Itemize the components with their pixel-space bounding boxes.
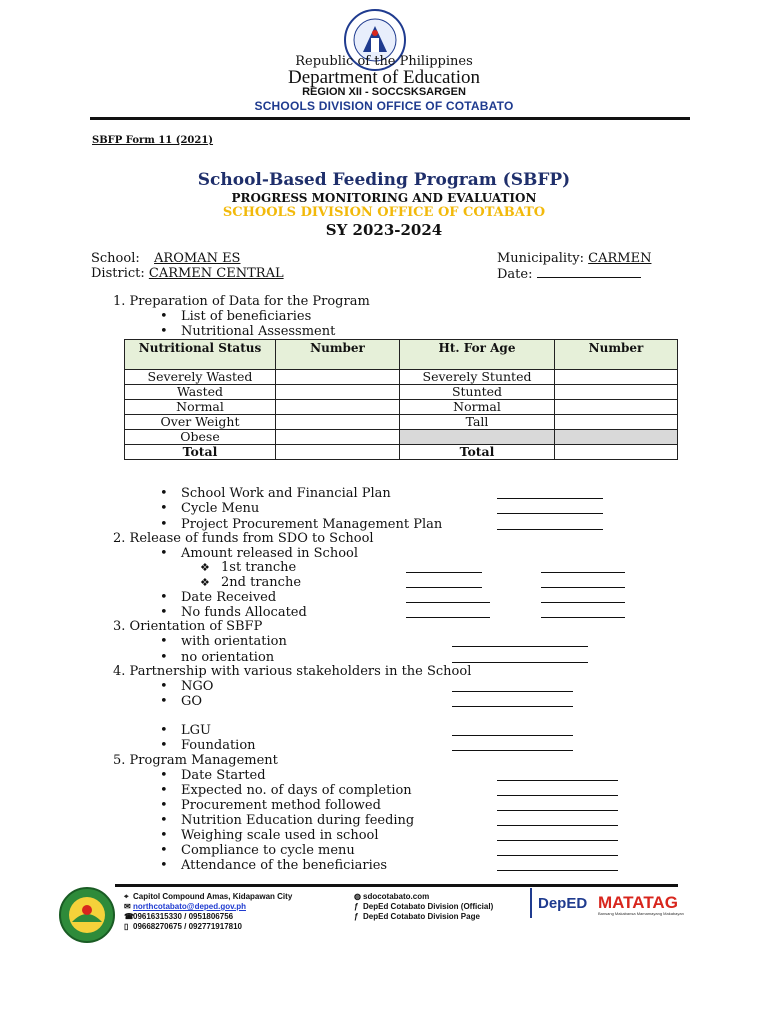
bullet-weighing-scale: • Weighing scale used in school: [181, 828, 379, 843]
go-blank[interactable]: [452, 695, 573, 707]
no-funds-blank-b[interactable]: [541, 606, 625, 618]
bullet-ngo: • NGO: [181, 679, 213, 694]
bullet-cycle-menu: • Cycle Menu: [181, 501, 259, 516]
bullet-attendance: • Attendance of the beneficiaries: [181, 858, 387, 873]
phone-icon: ☎: [124, 912, 134, 921]
table-header: Number: [555, 340, 678, 370]
footer-contacts: [124, 892, 292, 932]
table-cell: Stunted: [400, 385, 555, 400]
table-cell: Wasted: [125, 385, 276, 400]
no-orientation-blank[interactable]: [452, 651, 588, 663]
table-cell-disabled: [400, 430, 555, 445]
department-label: Department of Education: [287, 67, 481, 88]
deped-logo-text: DepED: [538, 895, 588, 912]
table-row: [125, 385, 678, 400]
cycle-menu-compliance-blank[interactable]: [497, 844, 618, 856]
bullet-date-started: • Date Started: [181, 768, 266, 783]
date-received-blank-a[interactable]: [406, 591, 490, 603]
bullet-lgu: • LGU: [181, 723, 211, 738]
district-value: CARMEN CENTRAL: [148, 266, 284, 281]
section2-heading: 2. Release of funds from SDO to School: [113, 531, 374, 546]
weighing-scale-blank[interactable]: [497, 829, 618, 841]
office-title: SCHOOLS DIVISION OFFICE OF COTABATO: [222, 205, 546, 220]
footer-fb-page[interactable]: DepEd Cotabato Division Page: [363, 912, 480, 921]
tranche1-blank-b[interactable]: [541, 561, 625, 573]
table-cell-input[interactable]: [276, 400, 400, 415]
table-cell-input[interactable]: [555, 370, 678, 385]
ngo-blank[interactable]: [452, 680, 573, 692]
table-cell-input[interactable]: [276, 370, 400, 385]
table-cell-input[interactable]: [276, 430, 400, 445]
tranche2-blank-b[interactable]: [541, 576, 625, 588]
date-blank[interactable]: [537, 266, 641, 278]
bullet-cycle-menu-compliance: • Compliance to cycle menu: [181, 843, 355, 858]
procurement-method-blank[interactable]: [497, 799, 618, 811]
footer-email-link[interactable]: northcotabato@deped.gov.ph: [133, 902, 246, 911]
with-orientation-blank[interactable]: [452, 635, 588, 647]
days-completion-blank[interactable]: [497, 784, 618, 796]
footer-address: Capitol Compound Amas, Kidapawan City: [133, 892, 293, 901]
bullet-beneficiaries: • List of beneficiaries: [181, 309, 311, 324]
item-2nd-tranche: ❖ 2nd tranche: [221, 575, 301, 590]
section1-heading: 1. Preparation of Data for the Program: [113, 294, 370, 309]
table-cell: Normal: [125, 400, 276, 415]
bullet-days-completion: • Expected no. of days of completion: [181, 783, 412, 798]
table-header-row: [125, 340, 678, 370]
table-total-row: [125, 445, 678, 460]
program-title: School-Based Feeding Program (SBFP): [197, 170, 571, 190]
school-label: School:: [91, 251, 140, 266]
facebook-icon: ƒ: [354, 912, 359, 921]
form-number: SBFP Form 11 (2021): [92, 135, 214, 146]
bullet-no-orientation: • no orientation: [181, 650, 274, 665]
footer-fb-official[interactable]: DepEd Cotabato Division (Official): [363, 902, 494, 911]
table-row: [125, 415, 678, 430]
school-year: SY 2023-2024: [325, 221, 443, 239]
section5-heading: 5. Program Management: [113, 753, 278, 768]
republic-label: Republic of the Philippines: [295, 54, 473, 69]
footer-website-link[interactable]: sdocotabato.com: [363, 892, 430, 901]
table-cell: Obese: [125, 430, 276, 445]
bullet-go: • GO: [181, 694, 202, 709]
table-header: Ht. For Age: [400, 340, 555, 370]
table-cell: Normal: [400, 400, 555, 415]
section4-heading: 4. Partnership with various stakeholders in the School: [113, 664, 472, 679]
email-icon: ✉: [124, 902, 131, 911]
item-1st-tranche: ❖ 1st tranche: [221, 560, 296, 575]
table-cell: Over Weight: [125, 415, 276, 430]
bullet-foundation: • Foundation: [181, 738, 256, 753]
program-subtitle: PROGRESS MONITORING AND EVALUATION: [231, 191, 537, 205]
bullet-with-orientation: • with orientation: [181, 634, 287, 649]
work-plan-blank[interactable]: [497, 487, 603, 499]
table-cell-input[interactable]: [276, 385, 400, 400]
date-started-blank[interactable]: [497, 769, 618, 781]
tranche2-blank-a[interactable]: [406, 576, 482, 588]
globe-icon: ◍: [354, 892, 361, 901]
municipality-label: Municipality:: [497, 251, 584, 266]
no-funds-blank-a[interactable]: [406, 606, 490, 618]
school-value: AROMAN ES: [154, 251, 241, 266]
nutrition-education-blank[interactable]: [497, 814, 618, 826]
table-cell-input[interactable]: [276, 415, 400, 430]
location-pin-icon: ⌖: [124, 892, 129, 901]
bullet-date-received: • Date Received: [181, 590, 276, 605]
table-cell: Severely Stunted: [400, 370, 555, 385]
bullet-procurement-method: • Procurement method followed: [181, 798, 381, 813]
bullet-nutrition-education: • Nutrition Education during feeding: [181, 813, 414, 828]
facebook-icon: ƒ: [354, 902, 359, 911]
lgu-blank[interactable]: [452, 724, 573, 736]
table-row: [125, 370, 678, 385]
logo-separator: [530, 888, 532, 918]
table-header: Nutritional Status: [125, 340, 276, 370]
bullet-no-funds: • No funds Allocated: [181, 605, 307, 620]
matatag-tagline: Bansang Makabansa Mamamayang Makabayan: [598, 911, 684, 916]
tranche1-blank-a[interactable]: [406, 561, 482, 573]
table-row: [125, 400, 678, 415]
bullet-nutritional-assessment: • Nutritional Assessment: [181, 324, 335, 339]
footer-phone1: 09616315330 / 0951806756: [133, 912, 234, 921]
table-cell: Severely Wasted: [125, 370, 276, 385]
bullet-work-financial-plan: • School Work and Financial Plan: [181, 486, 391, 501]
date-received-blank-b[interactable]: [541, 591, 625, 603]
table-cell-disabled: [555, 430, 678, 445]
header-divider: [90, 117, 690, 120]
division-logo-icon: [58, 886, 116, 944]
matatag-logo-text: MATATAG: [598, 893, 678, 912]
table-cell-input[interactable]: [555, 400, 678, 415]
municipality-value: CARMEN: [588, 251, 652, 266]
district-field: [91, 266, 284, 281]
mobile-icon: ▯: [124, 922, 129, 931]
division-label: SCHOOLS DIVISION OFFICE OF COTABATO: [254, 99, 514, 113]
footer-online: [354, 892, 493, 922]
nutrition-table: [124, 339, 678, 460]
region-label: REGION XII - SOCCSKSARGEN: [302, 86, 466, 98]
deped-logo: [538, 893, 587, 912]
table-cell: Total: [125, 445, 276, 460]
footer-phone2: 09668270675 / 092771917810: [133, 922, 242, 931]
date-field: [497, 266, 641, 282]
footer-divider: [115, 884, 678, 887]
table-cell-input[interactable]: [555, 445, 678, 460]
bullet-amount-released: • Amount released in School: [181, 546, 358, 561]
attendance-blank[interactable]: [497, 859, 618, 871]
table-row: [125, 430, 678, 445]
bullet-procurement-plan: • Project Procurement Management Plan: [181, 517, 442, 532]
municipality-field: [497, 251, 651, 266]
cycle-menu-blank[interactable]: [497, 502, 603, 514]
school-field: [91, 251, 240, 266]
table-cell: Tall: [400, 415, 555, 430]
district-label: District:: [91, 266, 145, 281]
foundation-blank[interactable]: [452, 739, 573, 751]
table-cell-input[interactable]: [276, 445, 400, 460]
table-cell-input[interactable]: [555, 415, 678, 430]
table-header: Number: [276, 340, 400, 370]
date-label: Date:: [497, 267, 533, 282]
table-cell-input[interactable]: [555, 385, 678, 400]
procurement-plan-blank[interactable]: [497, 518, 603, 530]
table-cell: Total: [400, 445, 555, 460]
section3-heading: 3. Orientation of SBFP: [113, 619, 263, 634]
